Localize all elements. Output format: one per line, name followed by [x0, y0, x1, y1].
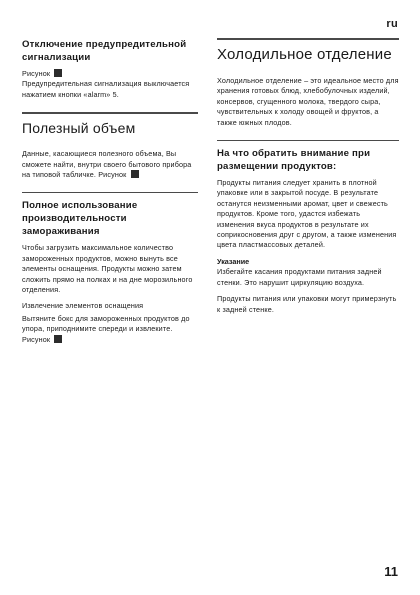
section-divider: [22, 112, 198, 114]
alarm-off-heading: Отключение предупредительной сигнализации: [22, 39, 187, 63]
full-freezing-text: Чтобы загрузить максимальное количество замороженных продуктов, можно вынуть все элементы оснащения. Продукты можно затем сложить прямо на полках и на дне морозильного отделения.: [22, 243, 193, 295]
full-freezing-heading: Полное использование производительности замораживания: [22, 200, 138, 238]
page-number: 11: [384, 564, 398, 579]
figure-marker-icon: [54, 335, 62, 343]
remove-equipment-heading: Извлечение элементов оснащения: [22, 301, 144, 311]
useful-volume-heading: Полезный объем: [22, 120, 136, 137]
section-divider: [217, 38, 399, 40]
fridge-compartment-heading: Холодильное отделение: [217, 46, 392, 63]
alarm-off-text: Предупредительная сигнализация выключается нажатием кнопки «alarm» 5.: [22, 79, 190, 99]
section-divider: [22, 192, 198, 193]
left-column: [22, 38, 198, 351]
note-text: Избегайте касания продуктами питания задней стенки. Это нарушит циркуляцию воздуха.: [217, 267, 382, 287]
figure-marker-icon: [131, 170, 139, 178]
section-divider: [217, 140, 399, 141]
useful-volume-text: Данные, касающиеся полезного объема, Вы сможете найти, внутри своего бытового прибора на типовой табличке. Рисунок: [22, 149, 192, 180]
figure-label: Рисунок: [22, 69, 51, 78]
figure-marker-icon: [54, 69, 62, 77]
language-code: ru: [386, 18, 398, 30]
alarm-off-figure-ref: [22, 69, 198, 79]
remove-equipment-text: Вытяните бокс для замороженных продуктов до упора, приподнимите спереди и извлеките. Рисунок: [22, 313, 190, 344]
right-column: [217, 38, 399, 321]
storage-tips-text: Продукты питания следует хранить в плотной упаковке или в закрытой посуде. В результате останутся неизменными аромат, цвет и свежесть продуктов. Кроме того, удастся избежать изменения вкуса продуктов в результате их соприкосновения друг с другом, а также изменения цвета пластмассовых деталей.: [217, 178, 397, 250]
storage-tips-text-2: Продукты питания или упаковки могут примерзнуть к задней стенке.: [217, 294, 397, 314]
storage-tips-heading: На что обратить внимание при размещении продуктов:: [217, 148, 371, 173]
fridge-compartment-text: Холодильное отделение – это идеальное место для хранения готовых блюд, хлебобулочных изделий, консервов, сгущенного молока, твердого сыра, чувствительных к холоду овощей и фруктов, а также южных плодов.: [217, 76, 399, 127]
note-label: Указание: [217, 256, 250, 266]
